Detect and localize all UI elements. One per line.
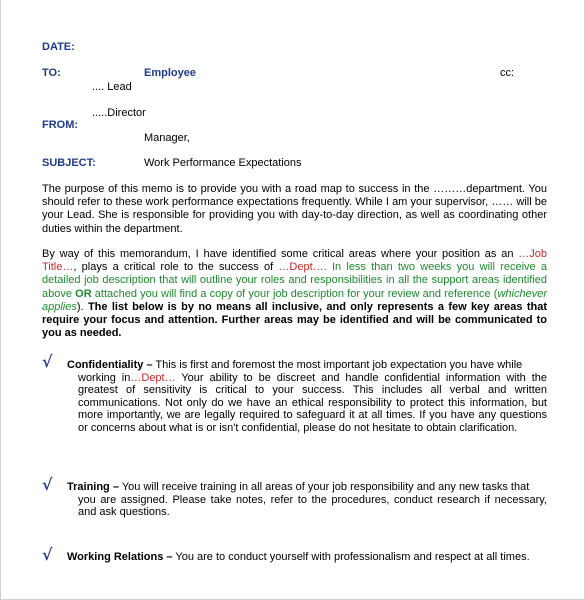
training-item: Training – You will receive training in all areas of your job responsibility and any new tasks that you are assigned. Please take notes, refer to the procedures, conduct research if necessary, and ask questions. [67,481,547,519]
date-label: DATE: [42,41,75,53]
working-relations-item: Working Relations – You are to conduct yourself with professionalism and respect at all times. [67,551,530,563]
to-label: TO: [42,67,61,79]
dept-placeholder: …Dept… [278,261,324,274]
checkmark-icon: √ [42,545,53,564]
cc-label: cc: [500,67,515,79]
job-title-placeholder: …Job Title… [42,248,547,274]
dept-placeholder: …Dept… [130,371,176,384]
checkmark-icon: √ [42,475,53,494]
to-name: Employee [144,67,196,79]
item-title: Confidentiality – [67,359,153,371]
to-director: .....Director [92,107,146,119]
confidentiality-item: Confidentiality – This is first and foremost the most important job expectation you have while working in…Dept… Your ability to be discreet and handle confidential information with the greatest of sensitivity is critical to your success. This includes all verbal and written communications. Not only do we have an ethical responsibility to protect this information, but more importantly, we are legally required to safeguard it at all times. If you have any questions or concerns about what is or isn't confidential, please do not hesitate to obtain clarification. [67,359,547,434]
checkmark-icon: √ [42,352,53,371]
scope-paragraph: By way of this memorandum, I have identified some critical areas where your position as an …Job Title…, plays a critical role to the success of …Dept…. In less than two weeks you will receive a detailed job description that will outline your roles and responsibilities in all the support areas identified above OR attached you will find a copy of your job description for your review and reference (whichever applies). The list below is by no means all inclusive, and only represents a few key areas that require your focus and attention. Further areas may be identified and will be communicated to you as needed. [42,248,548,340]
to-lead: .... Lead [92,81,132,93]
from-label: FROM: [42,119,79,131]
from-value: Manager, [144,132,190,144]
item-title: Training – [67,481,119,493]
item-title: Working Relations – [67,551,173,563]
intro-paragraph: The purpose of this memo is to provide you with a road map to success in the ………department. You should refer to these work performance expectations frequently. While I am your supervisor, …… will be your Lead. She is responsible for providing you with day-to-day direction, as well as coordinating other duties within the department. [42,183,547,235]
subject-value: Work Performance Expectations [144,157,302,169]
subject-label: SUBJECT: [42,157,96,169]
